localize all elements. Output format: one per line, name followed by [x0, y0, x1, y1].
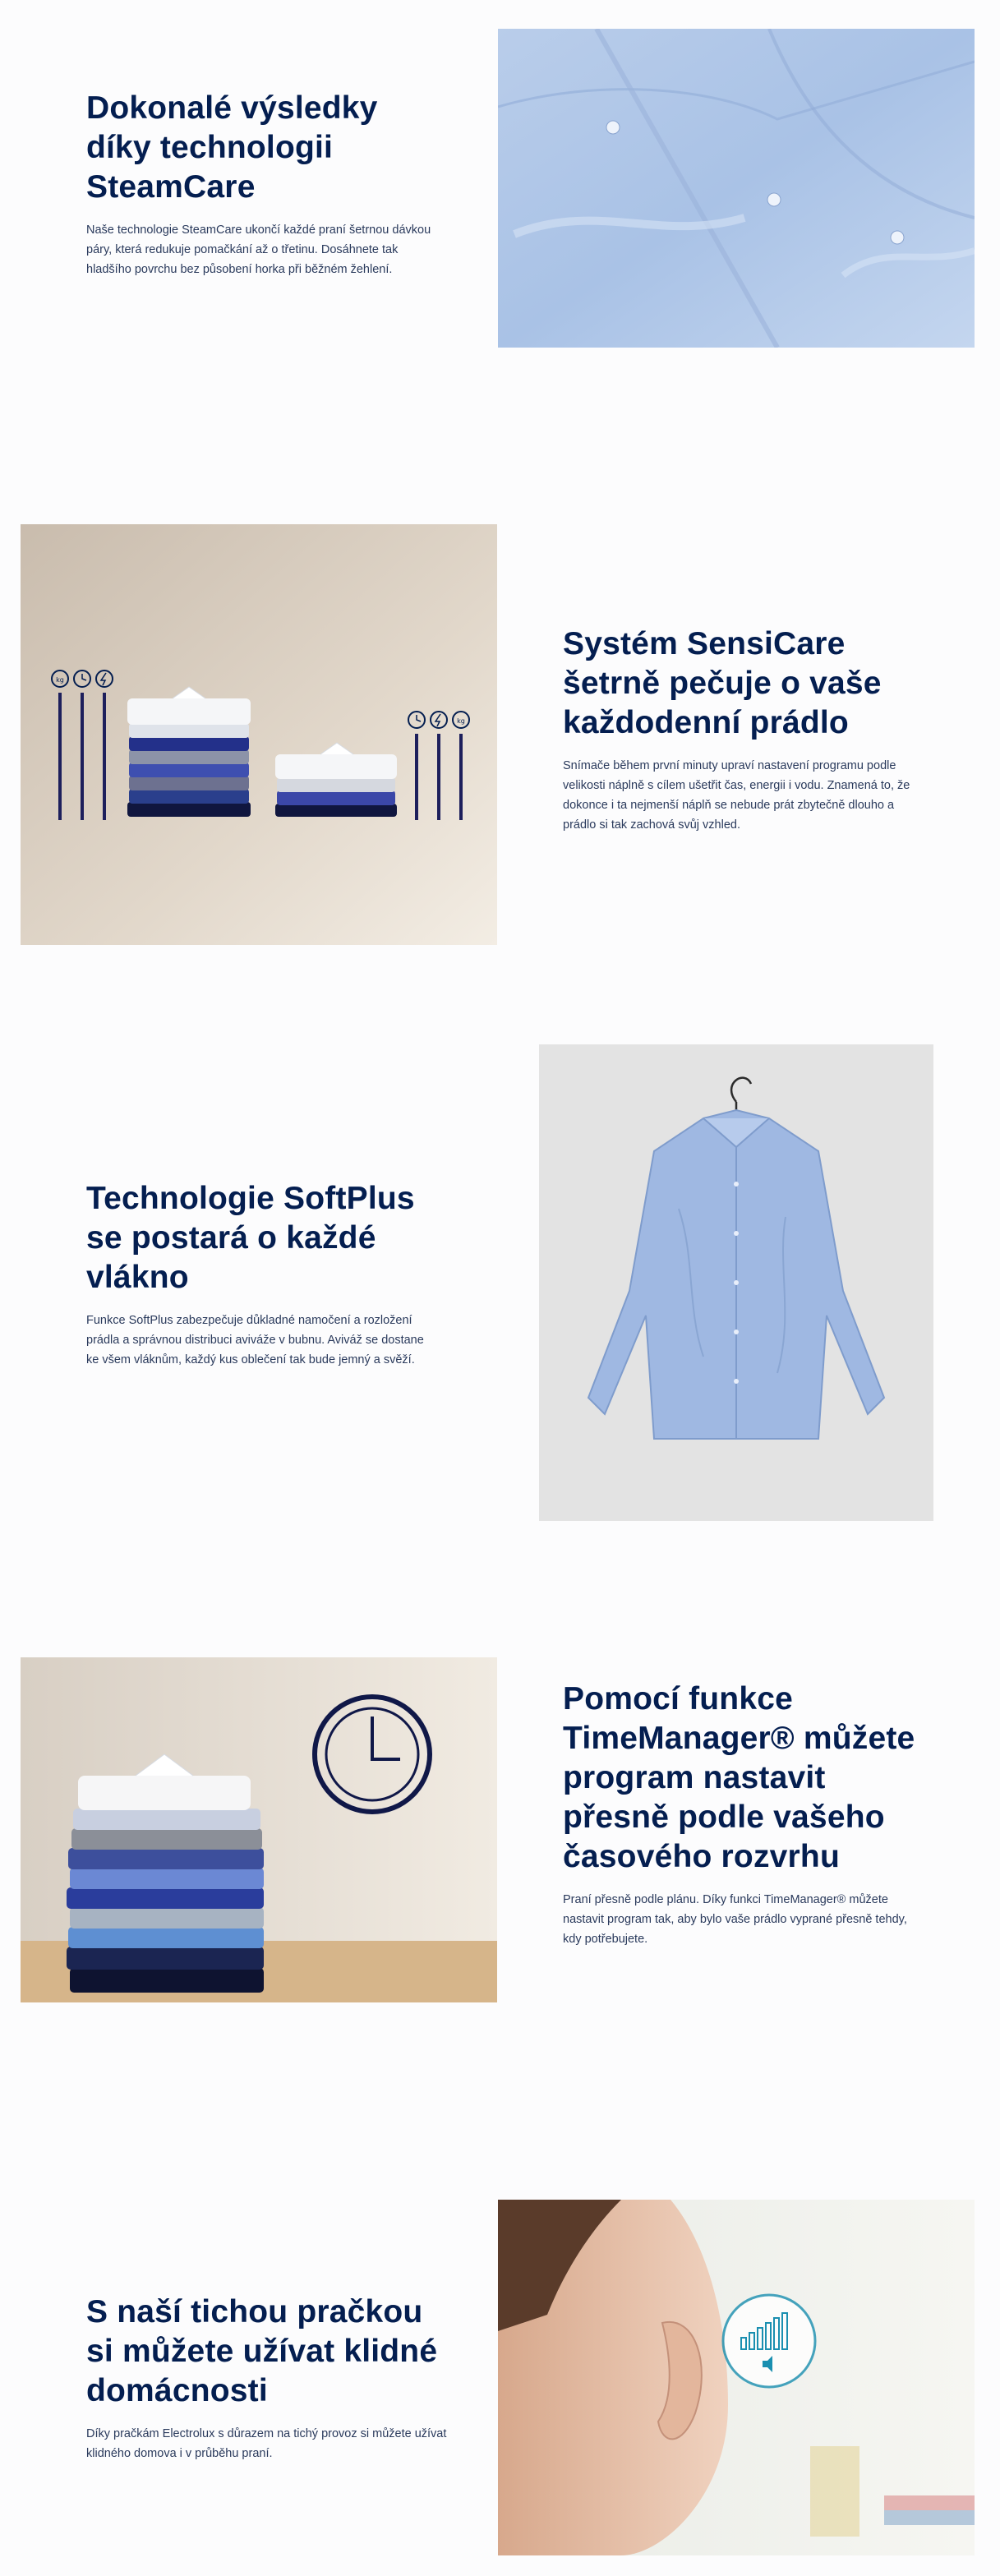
- svg-text:kg: kg: [56, 676, 64, 684]
- quiet-text: [86, 2293, 448, 2463]
- steamcare-image: [498, 29, 975, 348]
- svg-text:kg: kg: [457, 717, 465, 725]
- sensicare-description: Snímače během první minuty upraví nastavení programu podle velikosti náplně s cílem ušetřit čas, energii i vodu. Znamená to, že dokonce i ta nejmenší náplň se nebude prát zbytečně dlouho a prádlo si tak zachová svůj vzhled.: [563, 759, 910, 832]
- button-2: [767, 193, 781, 206]
- clothes-stack: [67, 1754, 264, 1993]
- softplus-description: Funkce SoftPlus zabezpečuje důkladné namočení a rozložení prádla a správnou distribuci aviváže v bubnu. Aviváž se dostane ke všem vláknům, každý kus oblečení tak bude jemný a svěží.: [86, 1314, 424, 1366]
- quiet-heading: S naší tichou pračkou si můžete užívat klidné domácnosti: [86, 2294, 438, 2408]
- timemanager-description: Praní přesně podle plánu. Díky funkci TimeManager® můžete nastavit program tak, aby bylo vaše prádlo vyprané přesně tehdy, kdy potřebujete.: [563, 1893, 907, 1946]
- softplus-heading: Technologie SoftPlus se postará o každé vlákno: [86, 1181, 415, 1295]
- softplus-image: [539, 1044, 933, 1521]
- softplus-section: [0, 1031, 1000, 1541]
- timemanager-heading: Pomocí funkce TimeManager® můžete program nastavit přesně podle vašeho časového rozvrhu: [563, 1681, 915, 1874]
- volume-icon: [723, 2295, 815, 2387]
- button-1: [606, 121, 620, 134]
- steamcare-section: [0, 0, 1000, 370]
- timemanager-text: [563, 1680, 916, 1949]
- timemanager-image: [21, 1657, 497, 2002]
- softplus-text: [86, 1179, 440, 1370]
- clothes-stack-large: [127, 687, 251, 817]
- timemanager-section: [0, 1635, 1000, 2062]
- button-3: [891, 231, 904, 244]
- sensicare-section: [0, 493, 1000, 986]
- sensicare-text: [563, 624, 916, 835]
- quiet-section: [0, 2169, 1000, 2576]
- quiet-description: Díky pračkám Electrolux s důrazem na tichý provoz si můžete užívat klidného domova i v průběhu praní.: [86, 2427, 447, 2460]
- steamcare-description: Naše technologie SteamCare ukončí každé praní šetrnou dávkou páry, která redukuje pomačkání až o třetinu. Dosáhnete tak hladšího povrchu bez působení horka při běžném žehlení.: [86, 223, 431, 276]
- sensicare-heading: Systém SensiCare šetrně pečuje o vaše každodenní prádlo: [563, 626, 882, 740]
- steamcare-text: [86, 89, 431, 279]
- quiet-image: [498, 2200, 975, 2555]
- steamcare-heading: Dokonalé výsledky díky technologii SteamCare: [86, 90, 378, 205]
- sensicare-image: [21, 524, 497, 945]
